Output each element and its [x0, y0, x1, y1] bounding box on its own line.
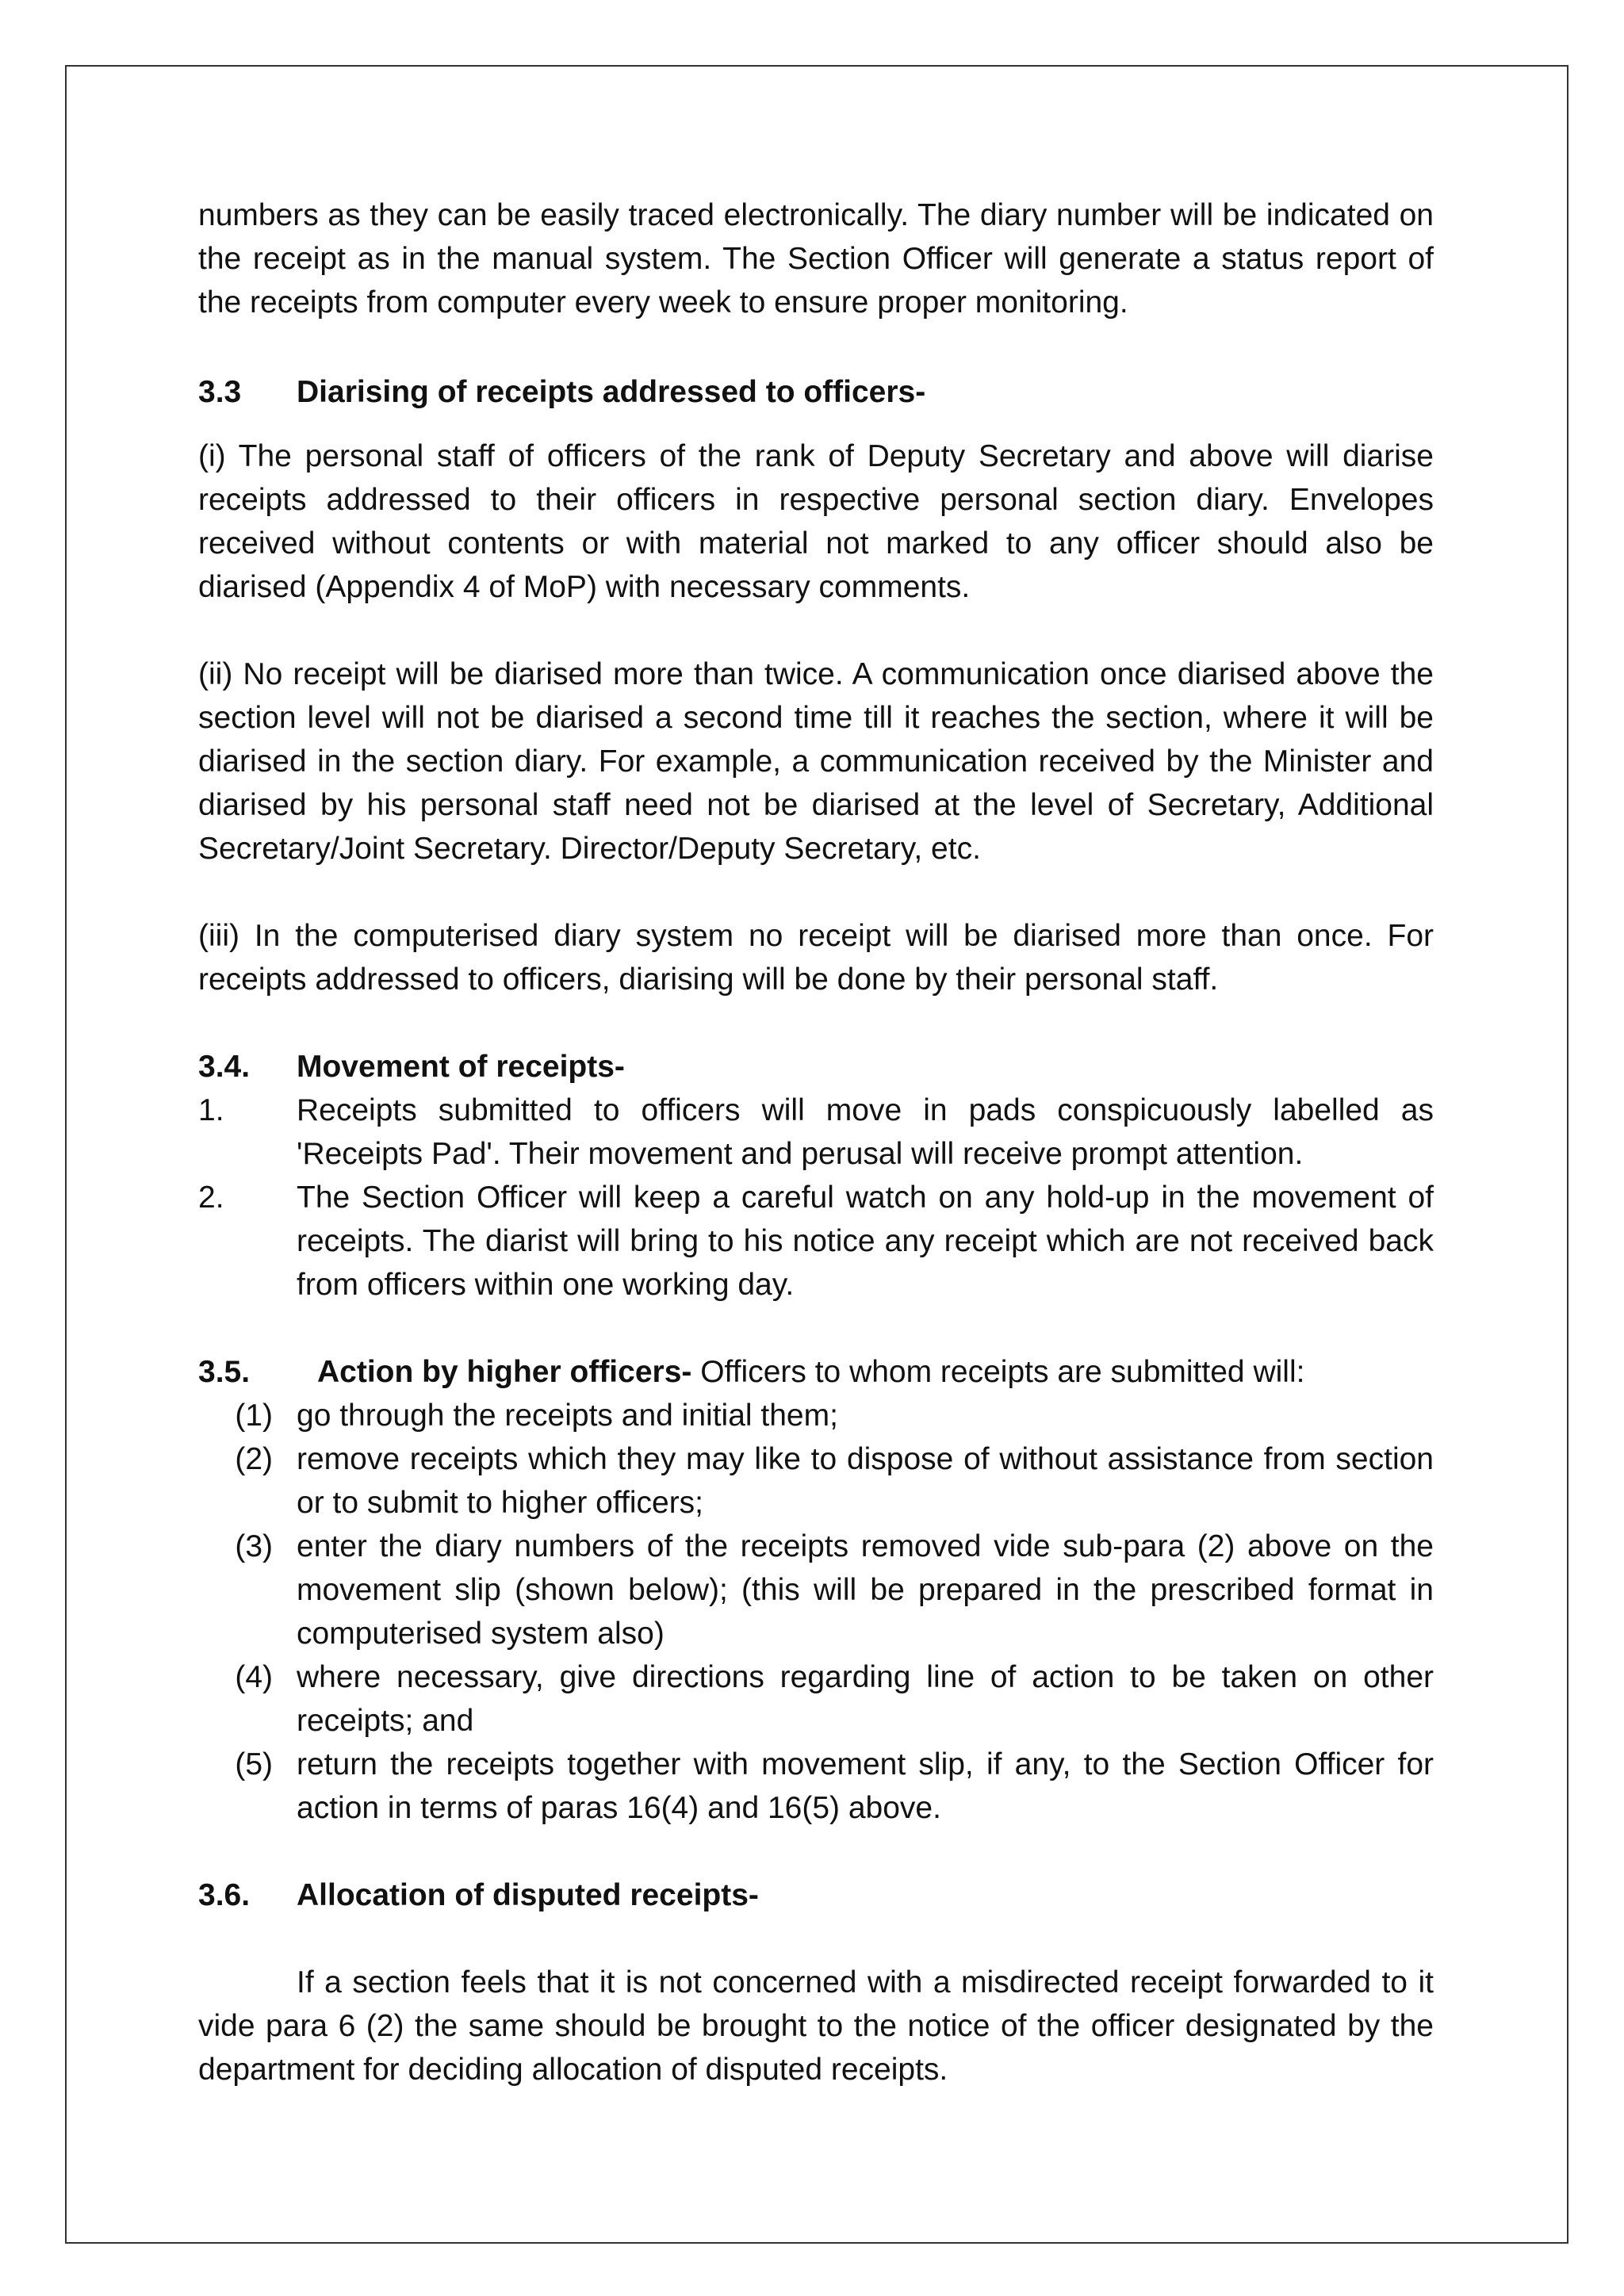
- list-item-number: (4): [235, 1660, 273, 1694]
- document-body: [198, 193, 1434, 2091]
- list-item-number: (2): [235, 1442, 273, 1476]
- section-3-5-heading: [198, 1350, 1434, 1394]
- section-3-6-heading: [198, 1873, 1434, 1917]
- section-title: Movement of receipts-: [297, 1050, 625, 1084]
- section-3-6-paragraph: If a section feels that it is not concerned with a misdirected receipt forwarded to it vide para 6 (2) the same should be brought to the notice of the officer designated by the department for deciding allocation of disputed receipts.: [198, 1965, 1434, 2087]
- section-number: 3.4.: [198, 1050, 251, 1084]
- section-lead-text: Officers to whom receipts are submitted will:: [691, 1355, 1305, 1389]
- section-number: 3.6.: [198, 1878, 251, 1912]
- section-3-3-para-iii: (iii) In the computerised diary system no receipt will be diarised more than once. For receipts addressed to officers, diarising will be done by their personal staff.: [198, 919, 1434, 997]
- list-item-number: 1.: [198, 1093, 224, 1127]
- section-number: 3.5.: [198, 1355, 251, 1389]
- list-item: [198, 1394, 1434, 1437]
- list-item-text: return the receipts together with movement slip, if any, to the Section Officer for action in terms of paras 16(4) and 16(5) above.: [297, 1747, 1434, 1825]
- list-item-text: Receipts submitted to officers will move in pads conspicuously labelled as 'Receipts Pad'. Their movement and perusal will receive prompt attention.: [297, 1093, 1434, 1171]
- section-3-3-para-i: (i) The personal staff of officers of the rank of Deputy Secretary and above will diarise receipts addressed to their officers in respective personal section diary. Envelopes received without contents or with material not marked to any officer should also be diarised (Appendix 4 of MoP) with necessary comments.: [198, 439, 1434, 604]
- list-item-number: 2.: [198, 1181, 224, 1215]
- section-title: Diarising of receipts addressed to officers-: [297, 375, 926, 409]
- section-3-3-heading: [198, 370, 1434, 414]
- intro-paragraph: numbers as they can be easily traced electronically. The diary number will be indicated on the receipt as in the manual system. The Section Officer will generate a status report of the receipts from computer every week to ensure proper monitoring.: [198, 198, 1434, 320]
- section-3-3-para-ii: (ii) No receipt will be diarised more than twice. A communication once diarised above the section level will not be diarised a second time till it reaches the section, where it will be diarised in the section diary. For example, a communication received by the Minister and diarised by his personal staff need not be diarised at the level of Secretary, Additional Secretary/Joint Secretary. Director/Deputy Secretary, etc.: [198, 657, 1434, 866]
- list-item: [198, 1525, 1434, 1655]
- section-3-4-heading: [198, 1045, 1434, 1089]
- list-item: [198, 1176, 1434, 1307]
- section-number: 3.3: [198, 375, 242, 409]
- list-item-number: (3): [235, 1529, 273, 1563]
- list-item: [198, 1655, 1434, 1743]
- list-item-text: where necessary, give directions regarding line of action to be taken on other receipts; and: [297, 1660, 1434, 1738]
- list-item-number: (5): [235, 1747, 273, 1781]
- section-title: Action by higher officers-: [317, 1355, 692, 1389]
- list-item: [198, 1089, 1434, 1176]
- list-item-text: go through the receipts and initial them;: [297, 1399, 838, 1433]
- list-item: [198, 1437, 1434, 1525]
- list-item-text: remove receipts which they may like to dispose of without assistance from section or to submit to higher officers;: [297, 1442, 1434, 1520]
- list-item-text: enter the diary numbers of the receipts removed vide sub-para (2) above on the movement slip (shown below); (this will be prepared in the prescribed format in computerised system also): [297, 1529, 1434, 1651]
- list-item-number: (1): [235, 1399, 273, 1433]
- list-item: [198, 1743, 1434, 1830]
- list-item-text: The Section Officer will keep a careful watch on any hold-up in the movement of receipts. The diarist will bring to his notice any receipt which are not received back from officers within one working day.: [297, 1181, 1434, 1302]
- section-title: Allocation of disputed receipts-: [297, 1878, 759, 1912]
